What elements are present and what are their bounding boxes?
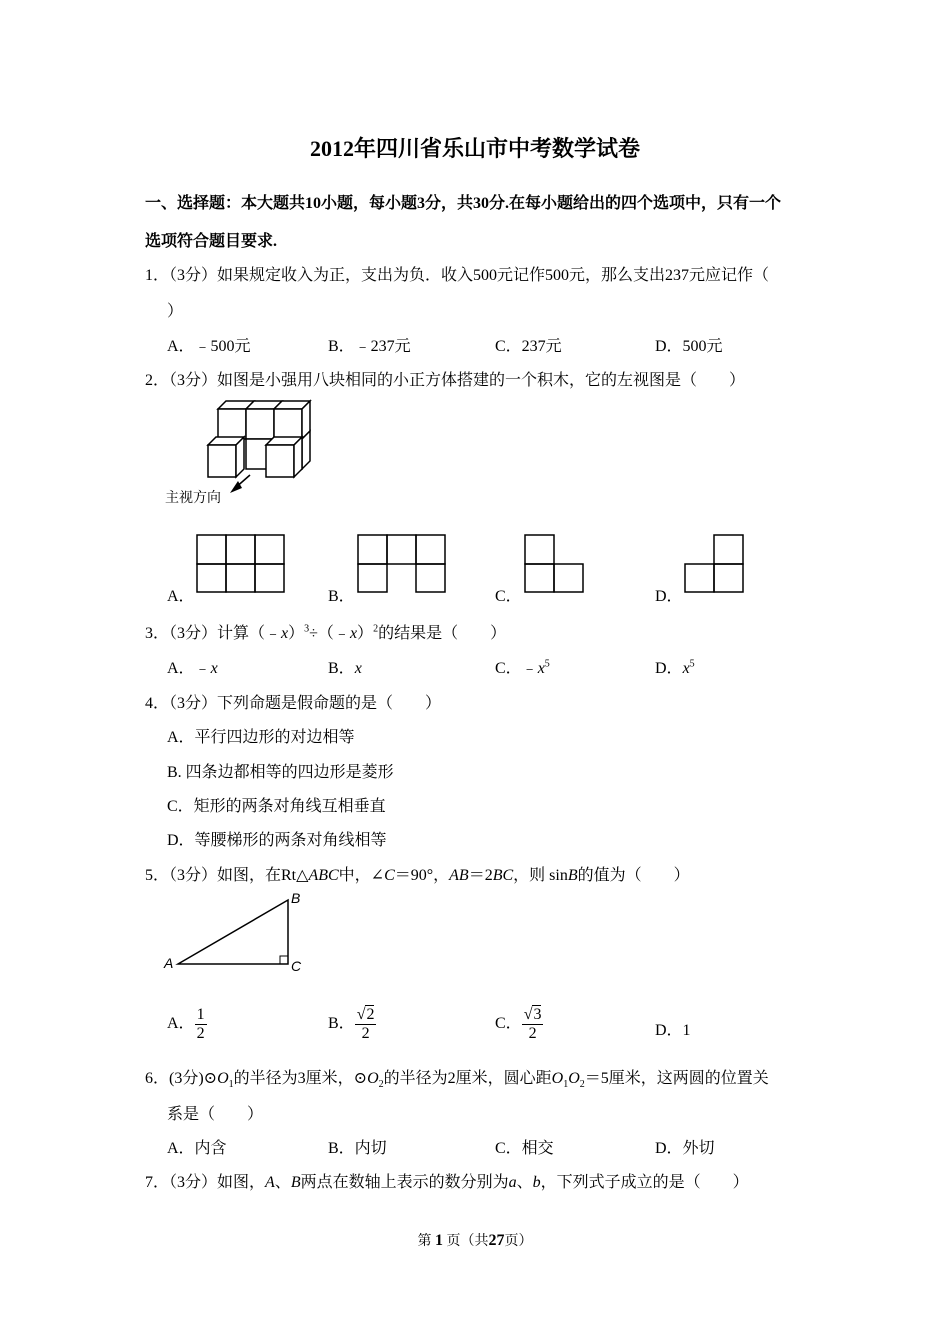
q1-option-b: B．﹣237元 — [328, 338, 411, 355]
view-direction-label: 主视方向 — [165, 489, 221, 505]
question-4-text: 4．（3分）下列命题是假命题的是（ ） — [145, 695, 442, 712]
question-2-text: 2．（3分）如图是小强用八块相同的小正方体搭建的一个积木，它的左视图是（ ） — [145, 372, 746, 389]
question-6-text: 6．(3分)$⊙O_1$的半径为3厘米，$⊙O_2$的半径为2厘米，圆心距$O_1O_2=5$厘米，这两圆的位置关 — [145, 1070, 769, 1091]
section-heading-line1: 一、选择题：本大题共10小题，每小题3分，共30分.在每小题给出的四个选项中，只有一个 — [145, 195, 782, 212]
q4-option-b: B. 四条边都相等的四边形是菱形 — [167, 764, 394, 781]
question-5-text: 5．（3分）如图，在Rt△ABC中，∠C＝90°，AB＝2BC，则 sinB的值为（ ） — [145, 867, 690, 884]
q2-option-c-label: C． — [495, 588, 522, 605]
q5-option-d: D．1 — [655, 1022, 691, 1039]
triangle-vertex-b: B — [291, 890, 301, 906]
q6-option-d: D．外切 — [655, 1140, 715, 1157]
q5-option-b: B． $\frac{√2}{2}$ — [328, 1006, 375, 1042]
q2-option-d-figure — [684, 534, 746, 594]
question-1-text: 1．（3分）如果规定收入为正，支出为负．收入500元记作500元，那么支出237元应记作（ — [145, 267, 770, 284]
q2-option-b-figure — [357, 534, 447, 594]
q3-option-b: B．x — [328, 660, 362, 677]
q4-option-a: A．平行四边形的对边相等 — [167, 729, 355, 746]
triangle-vertex-a: A — [164, 955, 174, 971]
triangle-vertex-c: C — [291, 958, 302, 974]
q6-option-b: B．内切 — [328, 1140, 387, 1157]
question-6-text-cont: 系是（ ） — [167, 1106, 264, 1123]
question-1-text-cont: ） — [167, 303, 184, 320]
q3-option-a: A．﹣x — [167, 660, 218, 677]
q2-option-a-figure — [196, 534, 286, 594]
q2-option-a-label: A． — [167, 588, 195, 605]
q1-option-c: C．237元 — [495, 338, 562, 355]
q1-option-a: A．﹣500元 — [167, 338, 251, 355]
section-heading-line2: 选项符合题目要求. — [145, 233, 278, 250]
q2-option-c-figure — [524, 534, 586, 594]
q5-option-c: C． $\frac{√3}{2}$ — [495, 1006, 542, 1042]
question-3-text: 3．（3分）计算（﹣x）$^3$÷（﹣x）$^2$的结果是（ ） — [145, 623, 507, 642]
q6-option-c: C．相交 — [495, 1140, 554, 1157]
q2-option-b-label: B． — [328, 588, 355, 605]
q6-option-a: A．内含 — [167, 1140, 227, 1157]
page-footer: 第 1 页（共27页） — [417, 1232, 533, 1249]
q3-option-d: D．$x^5$ — [655, 658, 695, 677]
q3-option-c: C．$﹣x^5$ — [495, 658, 550, 677]
right-triangle-figure — [160, 888, 310, 978]
q4-option-c: C．矩形的两条对角线互相垂直 — [167, 798, 386, 815]
q5-option-a: A． $\frac{1}{2}$ — [167, 1006, 205, 1042]
page-title: 2012年四川省乐山市中考数学试卷 — [309, 136, 640, 161]
q1-option-d: D．500元 — [655, 338, 723, 355]
question-7-text: 7．（3分）如图，A、B两点在数轴上表示的数分别为a、b，下列式子成立的是（ ） — [145, 1174, 749, 1191]
q2-option-d-label: D． — [655, 588, 683, 605]
q4-option-d: D．等腰梯形的两条对角线相等 — [167, 832, 387, 849]
